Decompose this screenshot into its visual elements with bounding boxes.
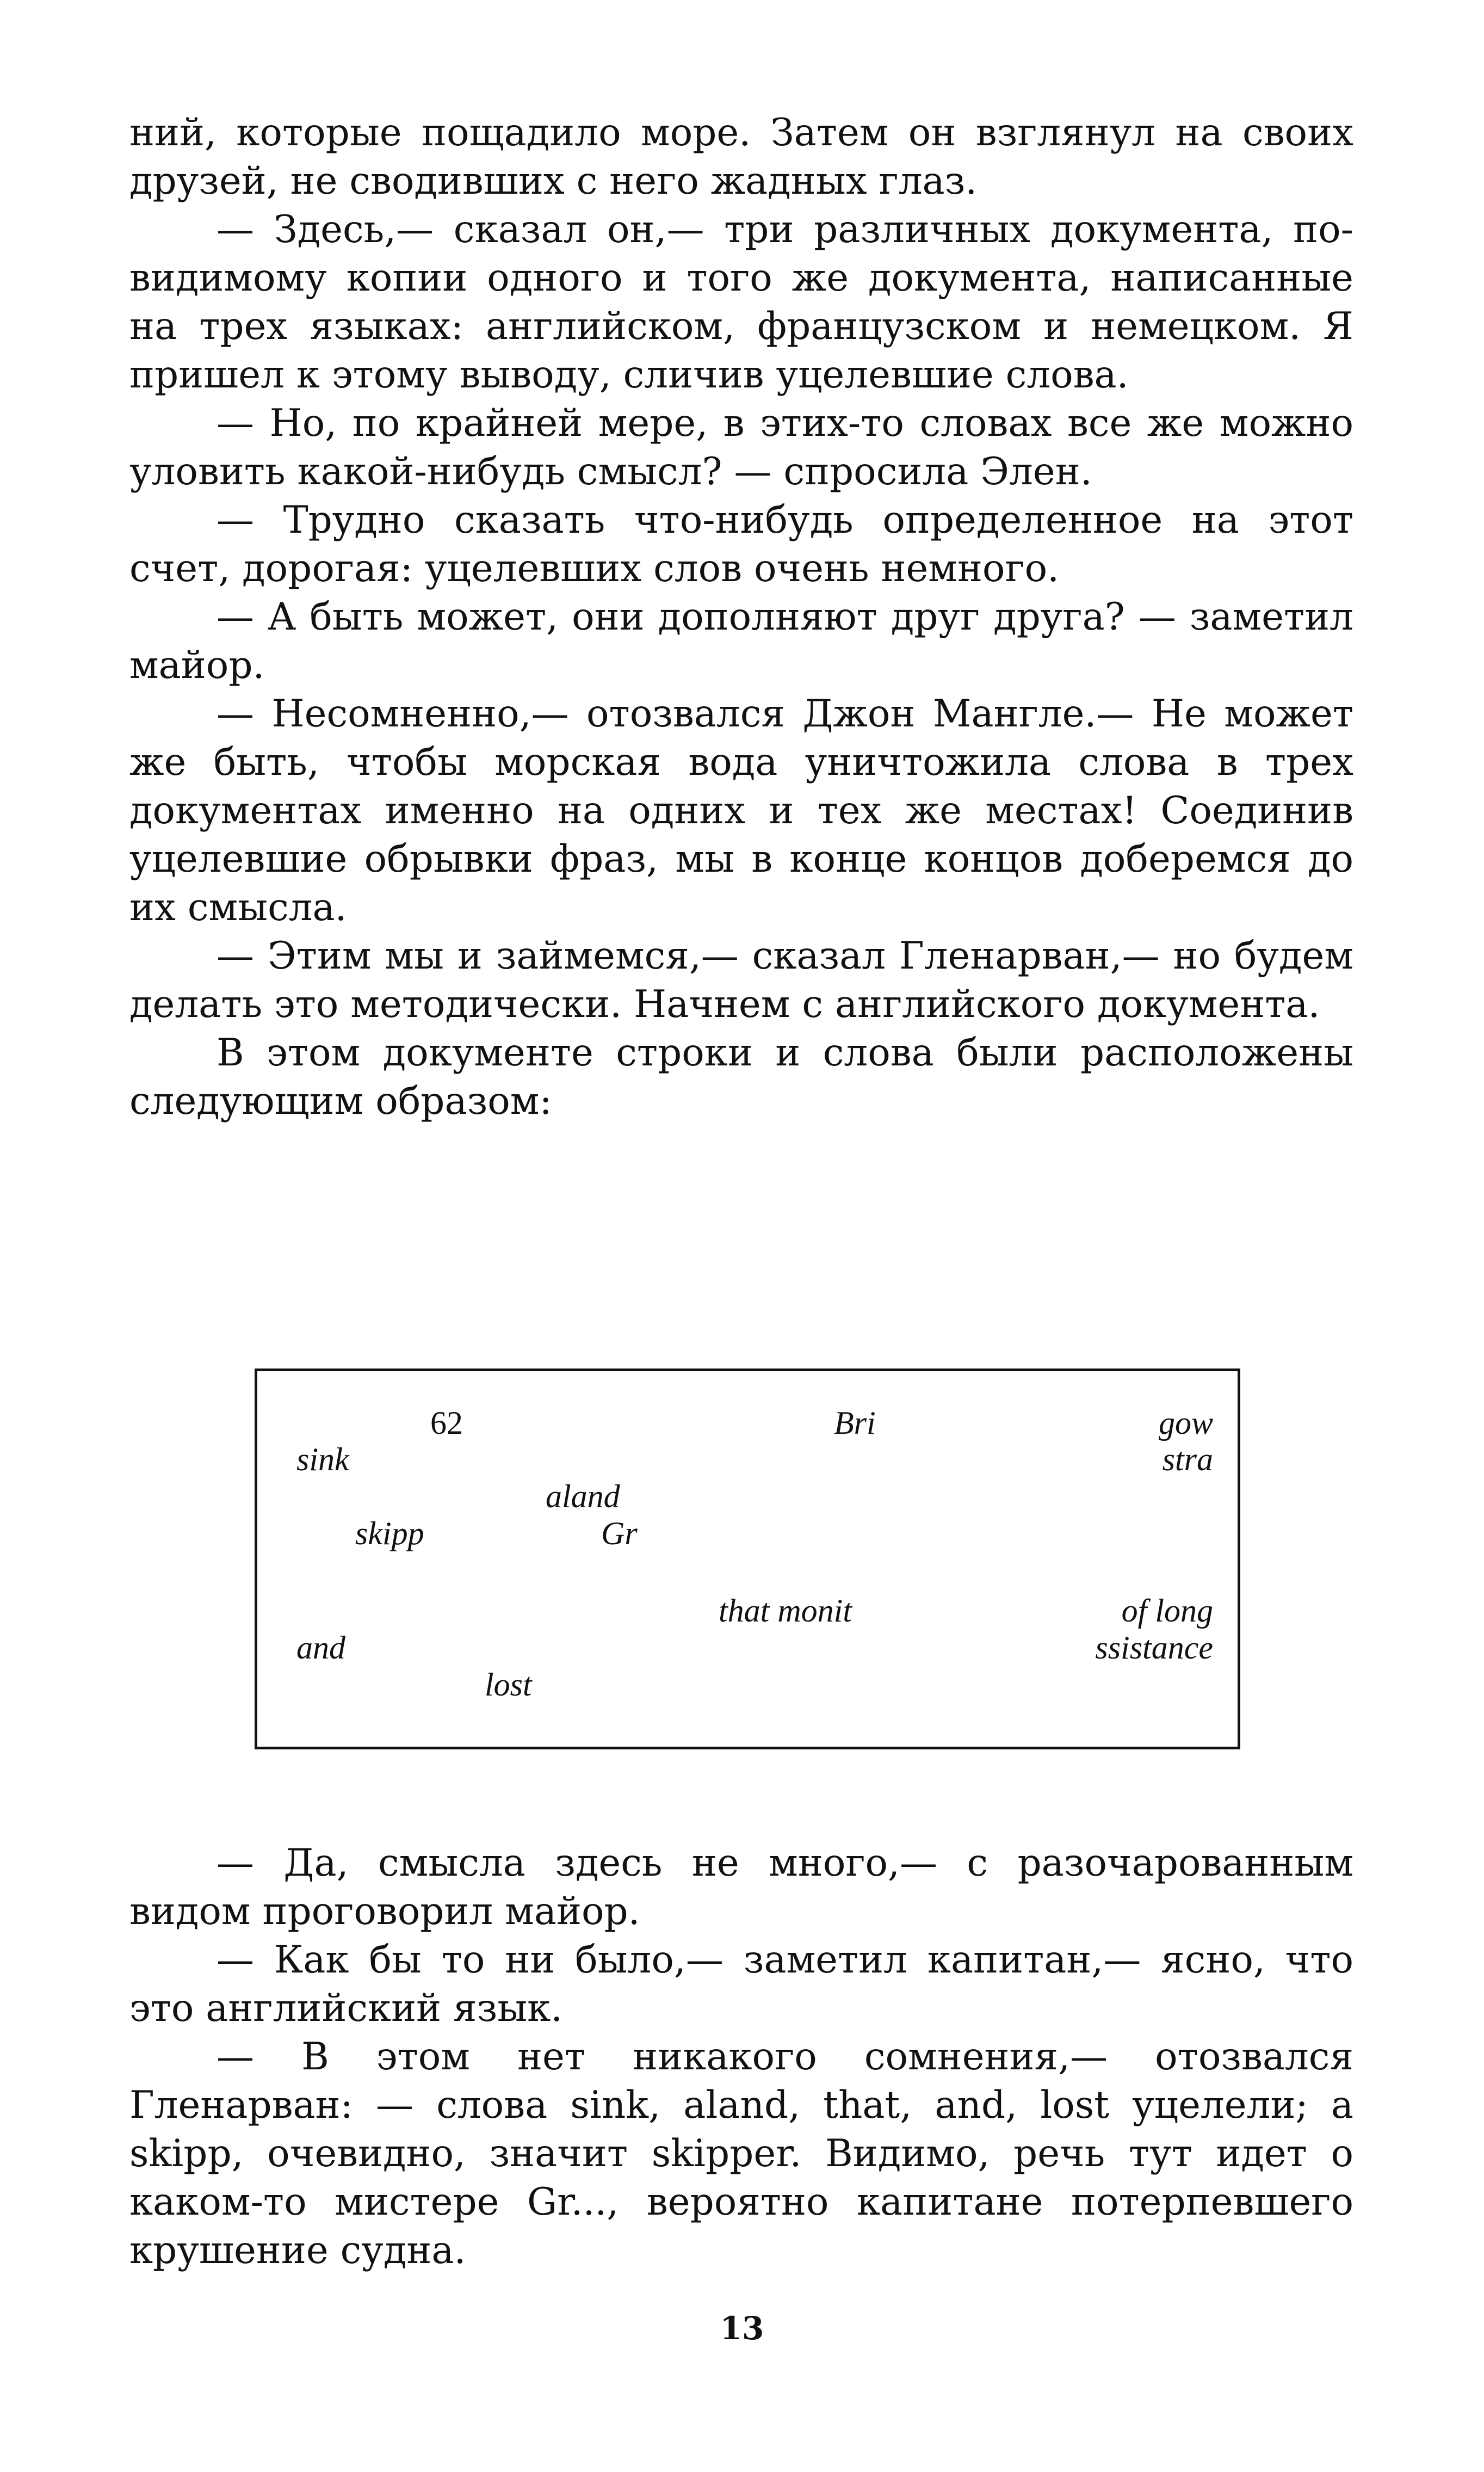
paragraph-dialogue-glenarvan-method: — Этим мы и займемся,— сказал Гленарван,— но будем делать это методически. Начнем с английского документа. [129,934,1353,1026]
paragraph-document-intro: В этом документе строки и слова были расположены следующим образом: [129,1031,1353,1123]
paragraph-dialogue-major-remark: — А быть может, они дополняют друг друга? — заметил майор. [129,595,1353,687]
top-text-block [129,109,1353,1126]
paragraph-dialogue-three-documents: — Здесь,— сказал он,— три различных документа, по-видимому копии одного и того же документа, написанные на трех языках: английском, французском и немецком. Я пришел к этому выводу, сличив уцелевшие слова. [129,208,1353,397]
fragment-that-monit: that monit [719,1593,852,1629]
fragment-sink: sink [296,1441,349,1477]
fragment-number: 62 [430,1405,463,1441]
fragment-ssistance: ssistance [1095,1630,1213,1666]
fragment-of-long: of long [1121,1593,1213,1629]
fragment-lost: lost [485,1667,532,1703]
fragment-gow: gow [1158,1405,1213,1441]
paragraph-continuation: ний, которые пощадило море. Затем он взглянул на своих друзей, не сводивших с него жадных глаз. [129,111,1353,203]
english-document-box [255,1368,1240,1749]
paragraph-dialogue-major-disappointed: — Да, смысла здесь не много,— с разочарованным видом проговорил майор. [129,1841,1353,1933]
fragment-aland: aland [546,1478,620,1514]
paragraph-dialogue-glenarvan-analysis: — В этом нет никакого сомнения,— отозвался Гленарван: — слова sink, aland, that, and, lost уцелели; а skipp, очевидно, значит skipper. Видимо, речь тут идет о каком-то мистере Gr..., вероятно капитане потерпевшего крушение судна. [129,2035,1353,2272]
bottom-text-block [129,1839,1353,2275]
fragment-bri: Bri [834,1405,876,1441]
fragment-skipp: skipp [355,1515,424,1551]
fragment-and: and [296,1630,345,1666]
paragraph-dialogue-few-words: — Трудно сказать что-нибудь определенное на этот счет, дорогая: уцелевших слов очень немного. [129,498,1353,590]
page-number: 13 [720,2310,764,2347]
paragraph-dialogue-captain: — Как бы то ни было,— заметил капитан,— ясно, что это английский язык. [129,1938,1353,2030]
fragment-gr: Gr [601,1515,638,1551]
paragraph-dialogue-helen-question: — Но, по крайней мере, в этих-то словах все же можно уловить какой-нибудь смысл? — спросила Элен. [129,402,1353,494]
fragment-stra: stra [1162,1441,1213,1477]
paragraph-dialogue-john-mangles: — Несомненно,— отозвался Джон Мангле.— Не может же быть, чтобы морская вода уничтожила слова в трех документах именно на одних и тех же местах! Соединив уцелевшие обрывки фраз, мы в конце концов доберемся до их смысла. [129,692,1353,929]
